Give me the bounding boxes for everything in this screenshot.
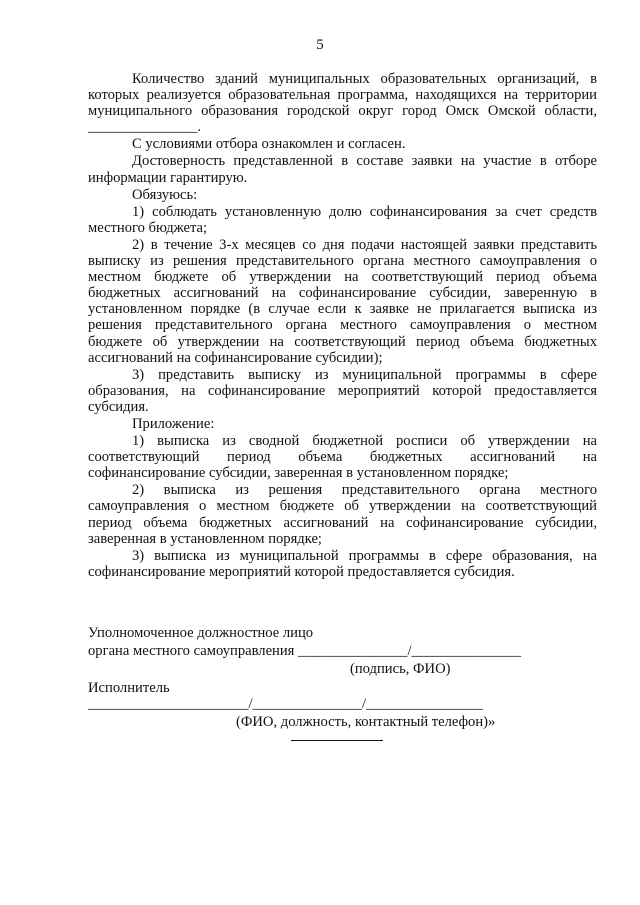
executor-label: Исполнитель: [88, 680, 170, 696]
obligation-item-1: 1) соблюдать установленную долю софинансирования за счет средств местного бюджета;: [88, 203, 597, 236]
appendix-item-3: 3) выписка из муниципальной программы в сфере образования, на софинансирование мероприятий которой предоставляется субсидия.: [88, 547, 597, 580]
appendix-item-2: 2) выписка из решения представительного органа местного самоуправления о местном бюджете об утверждении на соответствующий период объема бюджетных ассигнований на софинансирование субсидии, заверенная в установленном порядке;: [88, 482, 597, 547]
signature-line: органа местного самоуправления _______________/_______________: [88, 643, 521, 659]
appendix-heading: Приложение:: [132, 415, 215, 432]
paragraph-buildings-count: Количество зданий муниципальных образовательных организаций, в которых реализуется образовательная программа, находящихся на территории муниципального образования городской округ город Омск Омской области, _______________.: [88, 71, 597, 136]
executor-line: ______________________/_______________/________________: [88, 696, 483, 712]
obligation-item-3: 3) представить выписку из муниципальной программы в сфере образования, на софинансирование мероприятий которой предоставляется субсидия.: [88, 366, 597, 415]
paragraph-reliability: Достоверность представленной в составе заявки на участие в отборе информации гарантирую.: [88, 153, 597, 186]
signature-caption: (подпись, ФИО): [350, 661, 451, 677]
document-body: [88, 71, 597, 580]
paragraph-conditions-agreed: С условиями отбора ознакомлен и согласен.: [132, 136, 406, 153]
appendix-item-1: 1) выписка из сводной бюджетной росписи об утверждении на соответствующий период объема бюджетных ассигнований на софинансирование субсидии, заверенная в установленном порядке;: [88, 433, 597, 482]
authorized-person-label: Уполномоченное должностное лицо: [88, 625, 314, 641]
paragraph-obligations-heading: Обязуюсь:: [132, 186, 198, 203]
page-number: 5: [316, 37, 324, 53]
closing-divider: [291, 740, 383, 741]
obligation-item-2: 2) в течение 3-х месяцев со дня подачи настоящей заявки представить выписку из решения представительного органа местного самоуправления о местном бюджете об утверждении на соответствующий период объема бюджетных ассигнований на софинансирование субсидии, заверенную в установленном порядке (в случае если к заявке не прилагается выписка из решения представительного органа местного самоуправления о местном бюджете об утверждении на соответствующий период объема бюджетных ассигнований на софинансирование субсидии);: [88, 236, 597, 366]
executor-caption: (ФИО, должность, контактный телефон)»: [236, 714, 496, 730]
